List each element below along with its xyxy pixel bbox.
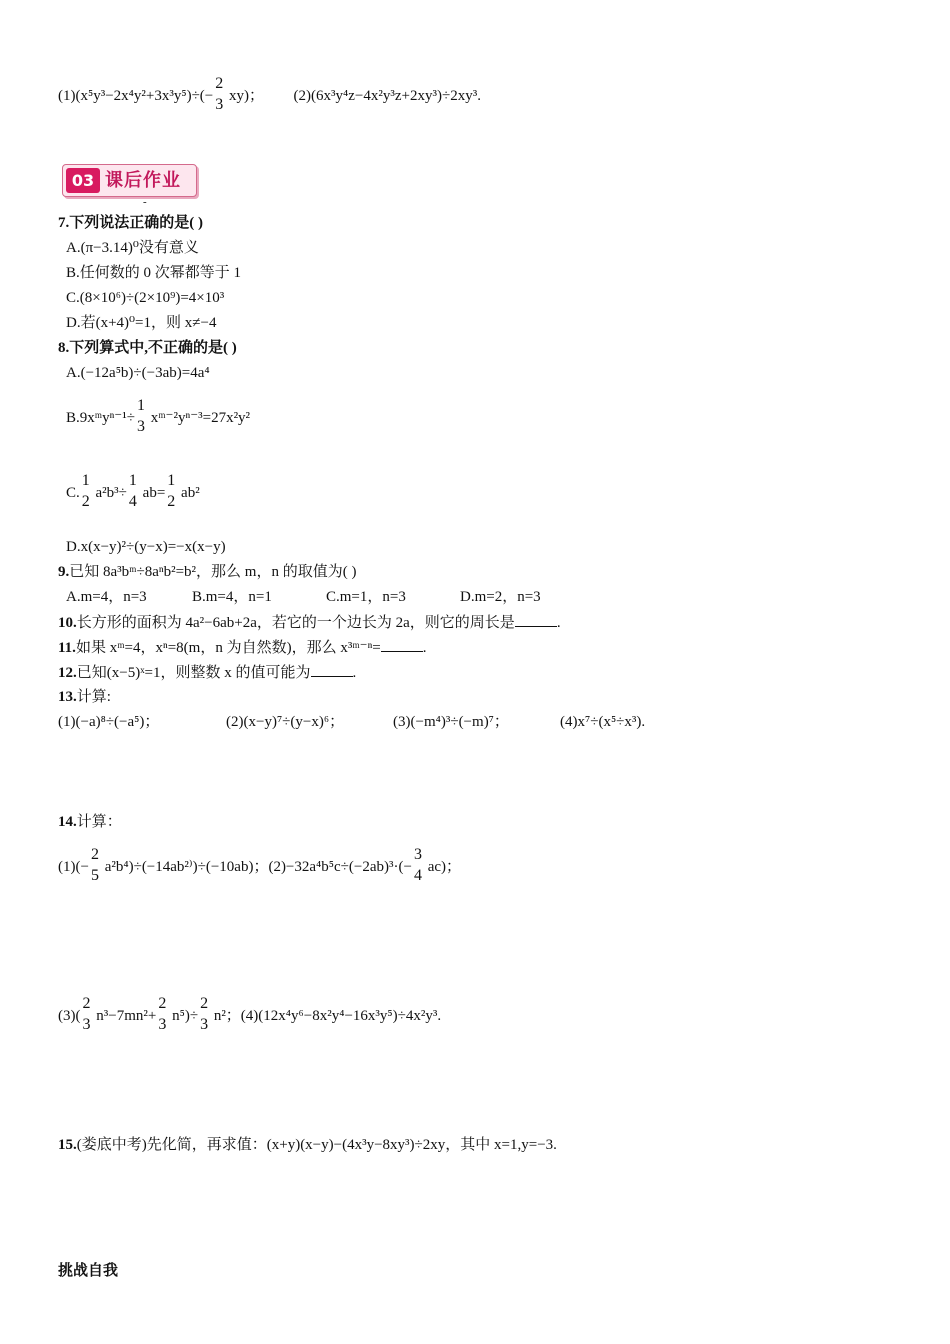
question-13-part-4: (4)x⁷÷(x⁵÷x³). bbox=[560, 714, 646, 730]
question-13-part-3: (3)(−m⁴)³÷(−m)⁷； bbox=[393, 714, 509, 730]
fraction-numerator: 2 bbox=[90, 846, 99, 863]
question-13-part-1: (1)(−a)⁸÷(−a⁵)； bbox=[58, 714, 160, 730]
section-mark: - bbox=[143, 196, 147, 208]
question-7-option-d: D.若(x+4)⁰=1，则 x≠−4 bbox=[66, 315, 217, 331]
fraction bbox=[91, 847, 99, 884]
question-9-stem bbox=[58, 562, 356, 582]
q14-part-3-mid-2: n⁵)÷ bbox=[168, 1007, 199, 1024]
q14-part-1-start: (1)(− bbox=[58, 858, 89, 875]
fraction-denominator: 2 bbox=[81, 493, 90, 510]
answer-blank[interactable] bbox=[311, 662, 353, 677]
section-badge bbox=[62, 164, 197, 197]
question-10-text: 10.长方形的面积为 4a²−6ab+2a，若它的一个边长为 2a，则它的周长是 bbox=[58, 615, 515, 631]
fraction bbox=[82, 473, 90, 510]
section-title: 课后作业 bbox=[105, 170, 181, 191]
question-7-option-a: A.(π−3.14)⁰没有意义 bbox=[66, 240, 199, 256]
q14-part-1-end: a²b⁴)÷(−14ab²⁾)÷(−10ab)；(2)−32a⁴b⁵c÷(−2ab)³·(− bbox=[100, 858, 412, 875]
question-8-stem: 8.下列算式中,不正确的是( ) bbox=[58, 340, 237, 356]
question-13-part-2: (2)(x−y)⁷÷(y−x)⁶； bbox=[226, 714, 345, 730]
question-15: 15.(娄底中考)先化简，再求值：(x+y)(x−y)−(4x³y−8xy³)÷2xy，其中 x=1,y=−3. bbox=[58, 1137, 557, 1153]
question-12 bbox=[58, 662, 356, 683]
challenge-heading: 挑战自我 bbox=[58, 1261, 119, 1279]
fraction-denominator: 5 bbox=[90, 867, 99, 884]
question-14-stem: 14.计算： bbox=[58, 814, 122, 830]
fraction bbox=[200, 996, 208, 1033]
fraction bbox=[215, 76, 223, 113]
fraction-denominator: 3 bbox=[215, 96, 224, 113]
fraction-denominator: 3 bbox=[82, 1016, 91, 1033]
question-8-option-d: D.x(x−y)²÷(y−x)=−x(x−y) bbox=[66, 539, 226, 555]
fraction bbox=[83, 996, 91, 1033]
fraction-numerator: 1 bbox=[81, 472, 90, 489]
option-c-mid-1: a²b³÷ bbox=[91, 484, 127, 501]
question-10 bbox=[58, 612, 561, 633]
fraction-numerator: 2 bbox=[158, 995, 167, 1012]
fraction-numerator: 1 bbox=[128, 472, 137, 489]
fraction-numerator: 2 bbox=[215, 75, 224, 92]
answer-blank[interactable] bbox=[381, 637, 423, 652]
fraction-denominator: 3 bbox=[158, 1016, 167, 1033]
question-11-end: . bbox=[422, 640, 427, 656]
question-9-option-c: C.m=1，n=3 bbox=[326, 589, 406, 605]
answer-blank[interactable] bbox=[515, 612, 557, 627]
fraction bbox=[167, 473, 175, 510]
fraction bbox=[137, 398, 145, 435]
fraction-numerator: 1 bbox=[167, 472, 176, 489]
fraction-denominator: 3 bbox=[200, 1016, 209, 1033]
fraction-denominator: 4 bbox=[413, 867, 422, 884]
option-c-end: ab² bbox=[177, 484, 200, 501]
q14-part-3-mid-1: n³−7mn²+ bbox=[92, 1007, 157, 1024]
question-14-parts-3-4 bbox=[58, 995, 442, 1035]
option-b-start: B.9xᵐyⁿ⁻¹÷ bbox=[66, 409, 135, 426]
fraction-denominator: 4 bbox=[128, 493, 137, 510]
fraction bbox=[158, 996, 166, 1033]
option-b-end: xᵐ⁻²yⁿ⁻³=27x²y² bbox=[146, 409, 251, 426]
question-9-option-b: B.m=4，n=1 bbox=[192, 589, 272, 605]
fraction-numerator: 2 bbox=[200, 995, 209, 1012]
question-13-stem: 13.计算: bbox=[58, 689, 111, 705]
question-7-option-c: C.(8×10⁶)÷(2×10⁹)=4×10³ bbox=[66, 290, 225, 306]
question-11-text: 11.如果 xᵐ=4，xⁿ=8(m，n 为自然数)，那么 x³ᵐ⁻ⁿ= bbox=[58, 640, 381, 656]
question-8-option-c bbox=[66, 472, 200, 512]
question-11 bbox=[58, 637, 427, 658]
fraction-numerator: 3 bbox=[413, 846, 422, 863]
top-problem-1-end: xy)； bbox=[225, 87, 265, 104]
q14-part-2-end: ac)； bbox=[423, 858, 462, 875]
top-problem-line bbox=[58, 75, 481, 115]
fraction-denominator: 3 bbox=[136, 418, 145, 435]
option-c-mid-2: ab= bbox=[138, 484, 166, 501]
question-10-end: . bbox=[556, 615, 561, 631]
fraction bbox=[129, 473, 137, 510]
section-number: 03 bbox=[66, 168, 100, 193]
question-14-parts-1-2 bbox=[58, 846, 462, 886]
top-problem-2: (2)(6x³y⁴z−4x²y³z+2xy³)÷2xy³. bbox=[293, 87, 481, 104]
question-7-stem: 7.下列说法正确的是( ) bbox=[58, 215, 203, 231]
q14-part-3-start: (3)( bbox=[58, 1007, 81, 1024]
question-9-text: 9.已知 8a³bᵐ÷8aⁿb²=b²，那么 m，n 的取值为( ) bbox=[58, 564, 357, 580]
top-problem-1-start: (1)(x⁵y³−2x⁴y²+3x³y⁵)÷(− bbox=[58, 87, 214, 104]
fraction-numerator: 1 bbox=[136, 397, 145, 414]
q14-part-3-4-end: n²；(4)(12x⁴y⁶−8x²y⁴−16x³y⁵)÷4x²y³. bbox=[210, 1007, 442, 1024]
fraction-denominator: 2 bbox=[167, 493, 176, 510]
question-7-option-b: B.任何数的 0 次幂都等于 1 bbox=[66, 265, 242, 281]
question-8-option-a: A.(−12a⁵b)÷(−3ab)=4a⁴ bbox=[66, 365, 210, 381]
question-8-option-b bbox=[66, 397, 251, 437]
question-9-option-a: A.m=4，n=3 bbox=[66, 589, 147, 605]
fraction bbox=[414, 847, 422, 884]
question-9-option-d: D.m=2，n=3 bbox=[460, 589, 541, 605]
option-c-start: C. bbox=[66, 484, 80, 501]
question-12-end: . bbox=[352, 665, 357, 681]
fraction-numerator: 2 bbox=[82, 995, 91, 1012]
question-12-text: 12.已知(x−5)ˣ=1，则整数 x 的值可能为 bbox=[58, 665, 311, 681]
